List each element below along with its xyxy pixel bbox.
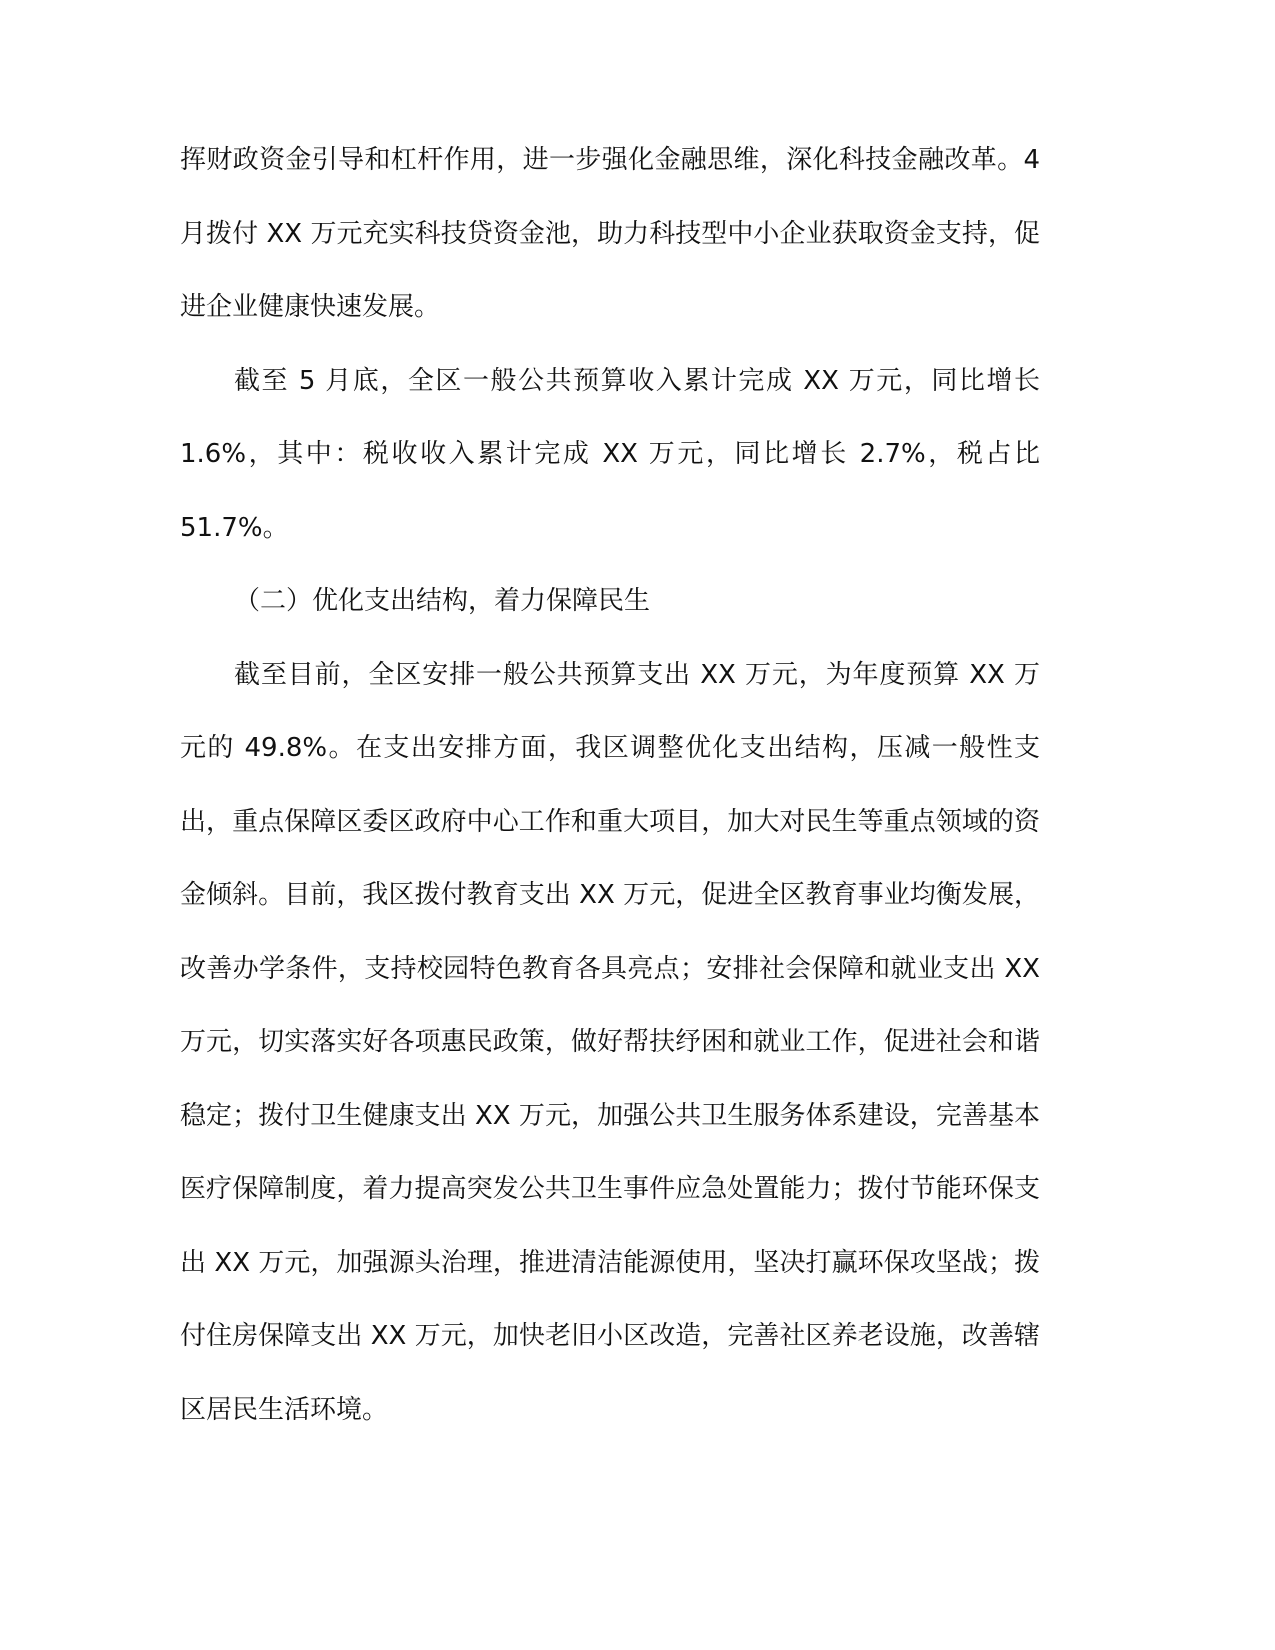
document-body (180, 124, 1040, 1447)
paragraph-expenditure: 截至目前，全区安排一般公共预算支出 XX 万元，为年度预算 XX 万元的 49.8%。在支出安排方面，我区调整优化支出结构，压减一般性支出，重点保障区委区政府中心工作和重大项目，加大对民生等重点领域的资金倾斜。目前，我区拨付教育支出 XX 万元，促进全区教育事业均衡发展，改善办学条件，支持校园特色教育各具亮点；安排社会保障和就业支出 XX 万元，切实落实好各项惠民政策，做好帮扶纾困和就业工作，促进社会和谐稳定；拨付卫生健康支出 XX 万元，加强公共卫生服务体系建设，完善基本医疗保障制度，着力提高突发公共卫生事件应急处置能力；拨付节能环保支出 XX 万元，加强源头治理，推进清洁能源使用，坚决打赢环保攻坚战；拨付住房保障支出 XX 万元，加快老旧小区改造，完善社区养老设施，改善辖区居民生活环境。 (180, 659, 1040, 1425)
paragraph-revenue: 截至 5 月底，全区一般公共预算收入累计完成 XX 万元，同比增长 1.6%，其中：税收收入累计完成 XX 万元，同比增长 2.7%，税占比 51.7%。 (180, 365, 1040, 543)
paragraph-continuation: 挥财政资金引导和杠杆作用，进一步强化金融思维，深化科技金融改革。4 月拨付 XX 万元充实科技贷资金池，助力科技型中小企业获取资金支持，促进企业健康快速发展。 (180, 145, 1040, 322)
section-heading: （二）优化支出结构，着力保障民生 (234, 586, 651, 616)
